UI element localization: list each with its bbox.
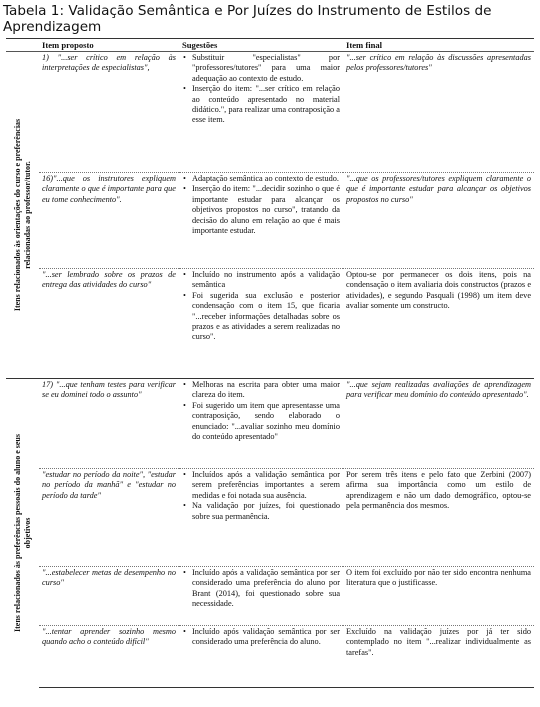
table-row xyxy=(6,567,534,626)
sugestoes-cell xyxy=(179,626,343,688)
sugestoes-cell xyxy=(179,269,343,379)
table-row xyxy=(6,469,534,567)
item-final-cell: Excluído na validação juízes por já ter sido contemplado no item "...realizar individualmente as tarefas". xyxy=(343,626,534,688)
suggestion-item: • Inserção do item: "...decidir sozinho o que é importante estudar para alcançar os objetivos propostos no curso", tratando da decisão do aluno em relação ao que é mais importante estudar. xyxy=(192,184,340,236)
item-proposto-cell: "...tentar aprender sozinho mesmo quando acho o conteúdo difícil" xyxy=(39,626,179,688)
group-label: Itens relacionados às orientações do curso e preferências relacionadas ao professor/tutor. xyxy=(12,118,32,312)
item-final-cell: Optou-se por permanecer os dois itens, pois na condensação o item avaliaria dois constructos (prazos e atividades), e segundo Pasquali (1998) um item deve avaliar somente um constructo. xyxy=(343,269,534,379)
header-item-final: Item final xyxy=(343,39,534,52)
item-proposto-cell: "estudar no período da noite", "estudar no período da manhã" e "estudar no período da tarde" xyxy=(39,469,179,567)
item-proposto-cell: 17) "...que tenham testes para verificar se eu dominei todo o assunto" xyxy=(39,379,179,469)
group-label: Itens relacionados às preferências pessoais do aluno e seus objetivos xyxy=(12,434,32,633)
header-item-proposto: Item proposto xyxy=(39,39,179,52)
table-row xyxy=(6,52,534,173)
table-row xyxy=(6,626,534,688)
item-final-cell: "...que os professores/tutores expliquem claramente o que é importante estudar para alcançar os objetivos propostos no curso" xyxy=(343,173,534,269)
group-label-cell xyxy=(6,379,39,688)
item-proposto-cell: "...ser lembrado sobre os prazos de entrega das atividades do curso" xyxy=(39,269,179,379)
suggestion-item: • Incluído após a validação semântica por ser considerado uma preferência do aluno por Brant (2014), foi questionado sobre sua necessidade. xyxy=(192,568,340,610)
sugestoes-cell xyxy=(179,379,343,469)
header-sugestoes: Sugestões xyxy=(179,39,343,52)
table-row xyxy=(6,269,534,379)
header-row xyxy=(6,39,534,52)
sugestoes-cell xyxy=(179,173,343,269)
suggestion-item: • Incluído após validação semântica por ser considerado uma preferência do aluno. xyxy=(192,627,340,648)
sugestoes-cell xyxy=(179,52,343,173)
table-row xyxy=(6,379,534,469)
item-final-cell: "...ser crítico em relação às discussões apresentadas pelos professores/tutores" xyxy=(343,52,534,173)
suggestion-item: • Adaptação semântica ao contexto de estudo. xyxy=(192,174,340,184)
header-blank xyxy=(6,39,39,52)
group-label-cell xyxy=(6,52,39,379)
suggestion-item: • Na validação por juízes, foi questionado sobre sua permanência. xyxy=(192,501,340,522)
table-caption: Tabela 1: Validação Semântica e Por Juízes do Instrumento de Estilos de Aprendizagem xyxy=(3,3,492,35)
suggestion-item: • Inserção do item: "...ser crítico em relação ao conteúdo apresentado no material didático.", para realizar uma contraposição a esse item. xyxy=(192,84,340,126)
table-row xyxy=(6,173,534,269)
item-proposto-cell: 16)"...que os instrutores expliquem claramente o que é importante para que eu tome conhecimento". xyxy=(39,173,179,269)
suggestion-item: • Incluído no instrumento após a validação semântica xyxy=(192,270,340,291)
item-proposto-cell: "...estabelecer metas de desempenho no curso" xyxy=(39,567,179,626)
suggestion-item: • Foi sugerida sua exclusão e posterior condensação com o item 15, que ficaria "...receber informações detalhadas sobre os prazos e as atividades a serem realizadas no curso". xyxy=(192,291,340,343)
sugestoes-cell xyxy=(179,469,343,567)
item-final-cell: Por serem três itens e pelo fato que Zerbini (2007) afirma sua importância como um estilo de aprendizagem e não um dado demográfico, optou-se pela permanência dos mesmos. xyxy=(343,469,534,567)
item-final-cell: "...que sejam realizadas avaliações de aprendizagem para verificar meu domínio do conteúdo apresentado". xyxy=(343,379,534,469)
item-final-cell: O item foi excluído por não ter sido encontra nenhuma literatura que o justificasse. xyxy=(343,567,534,626)
validation-table xyxy=(6,38,534,688)
suggestion-item: • Incluídos após a validação semântica por serem preferências importantes a serem medidas e foi notada sua ausência. xyxy=(192,470,340,501)
suggestion-item: • Foi sugerido um item que apresentasse uma contraposição, sendo elaborado o enunciado: "...avaliar sozinho meu domínio do conteúdo apresentado" xyxy=(192,401,340,443)
item-proposto-cell: 1) "...ser crítico em relação às interpretações de especialistas", xyxy=(39,52,179,173)
sugestoes-cell xyxy=(179,567,343,626)
suggestion-item: • Substituir "especialistas" por "professores/tutores" para uma maior adequação ao contexto de estudo. xyxy=(192,53,340,84)
suggestion-item: • Melhoras na escrita para obter uma maior clareza do item. xyxy=(192,380,340,401)
